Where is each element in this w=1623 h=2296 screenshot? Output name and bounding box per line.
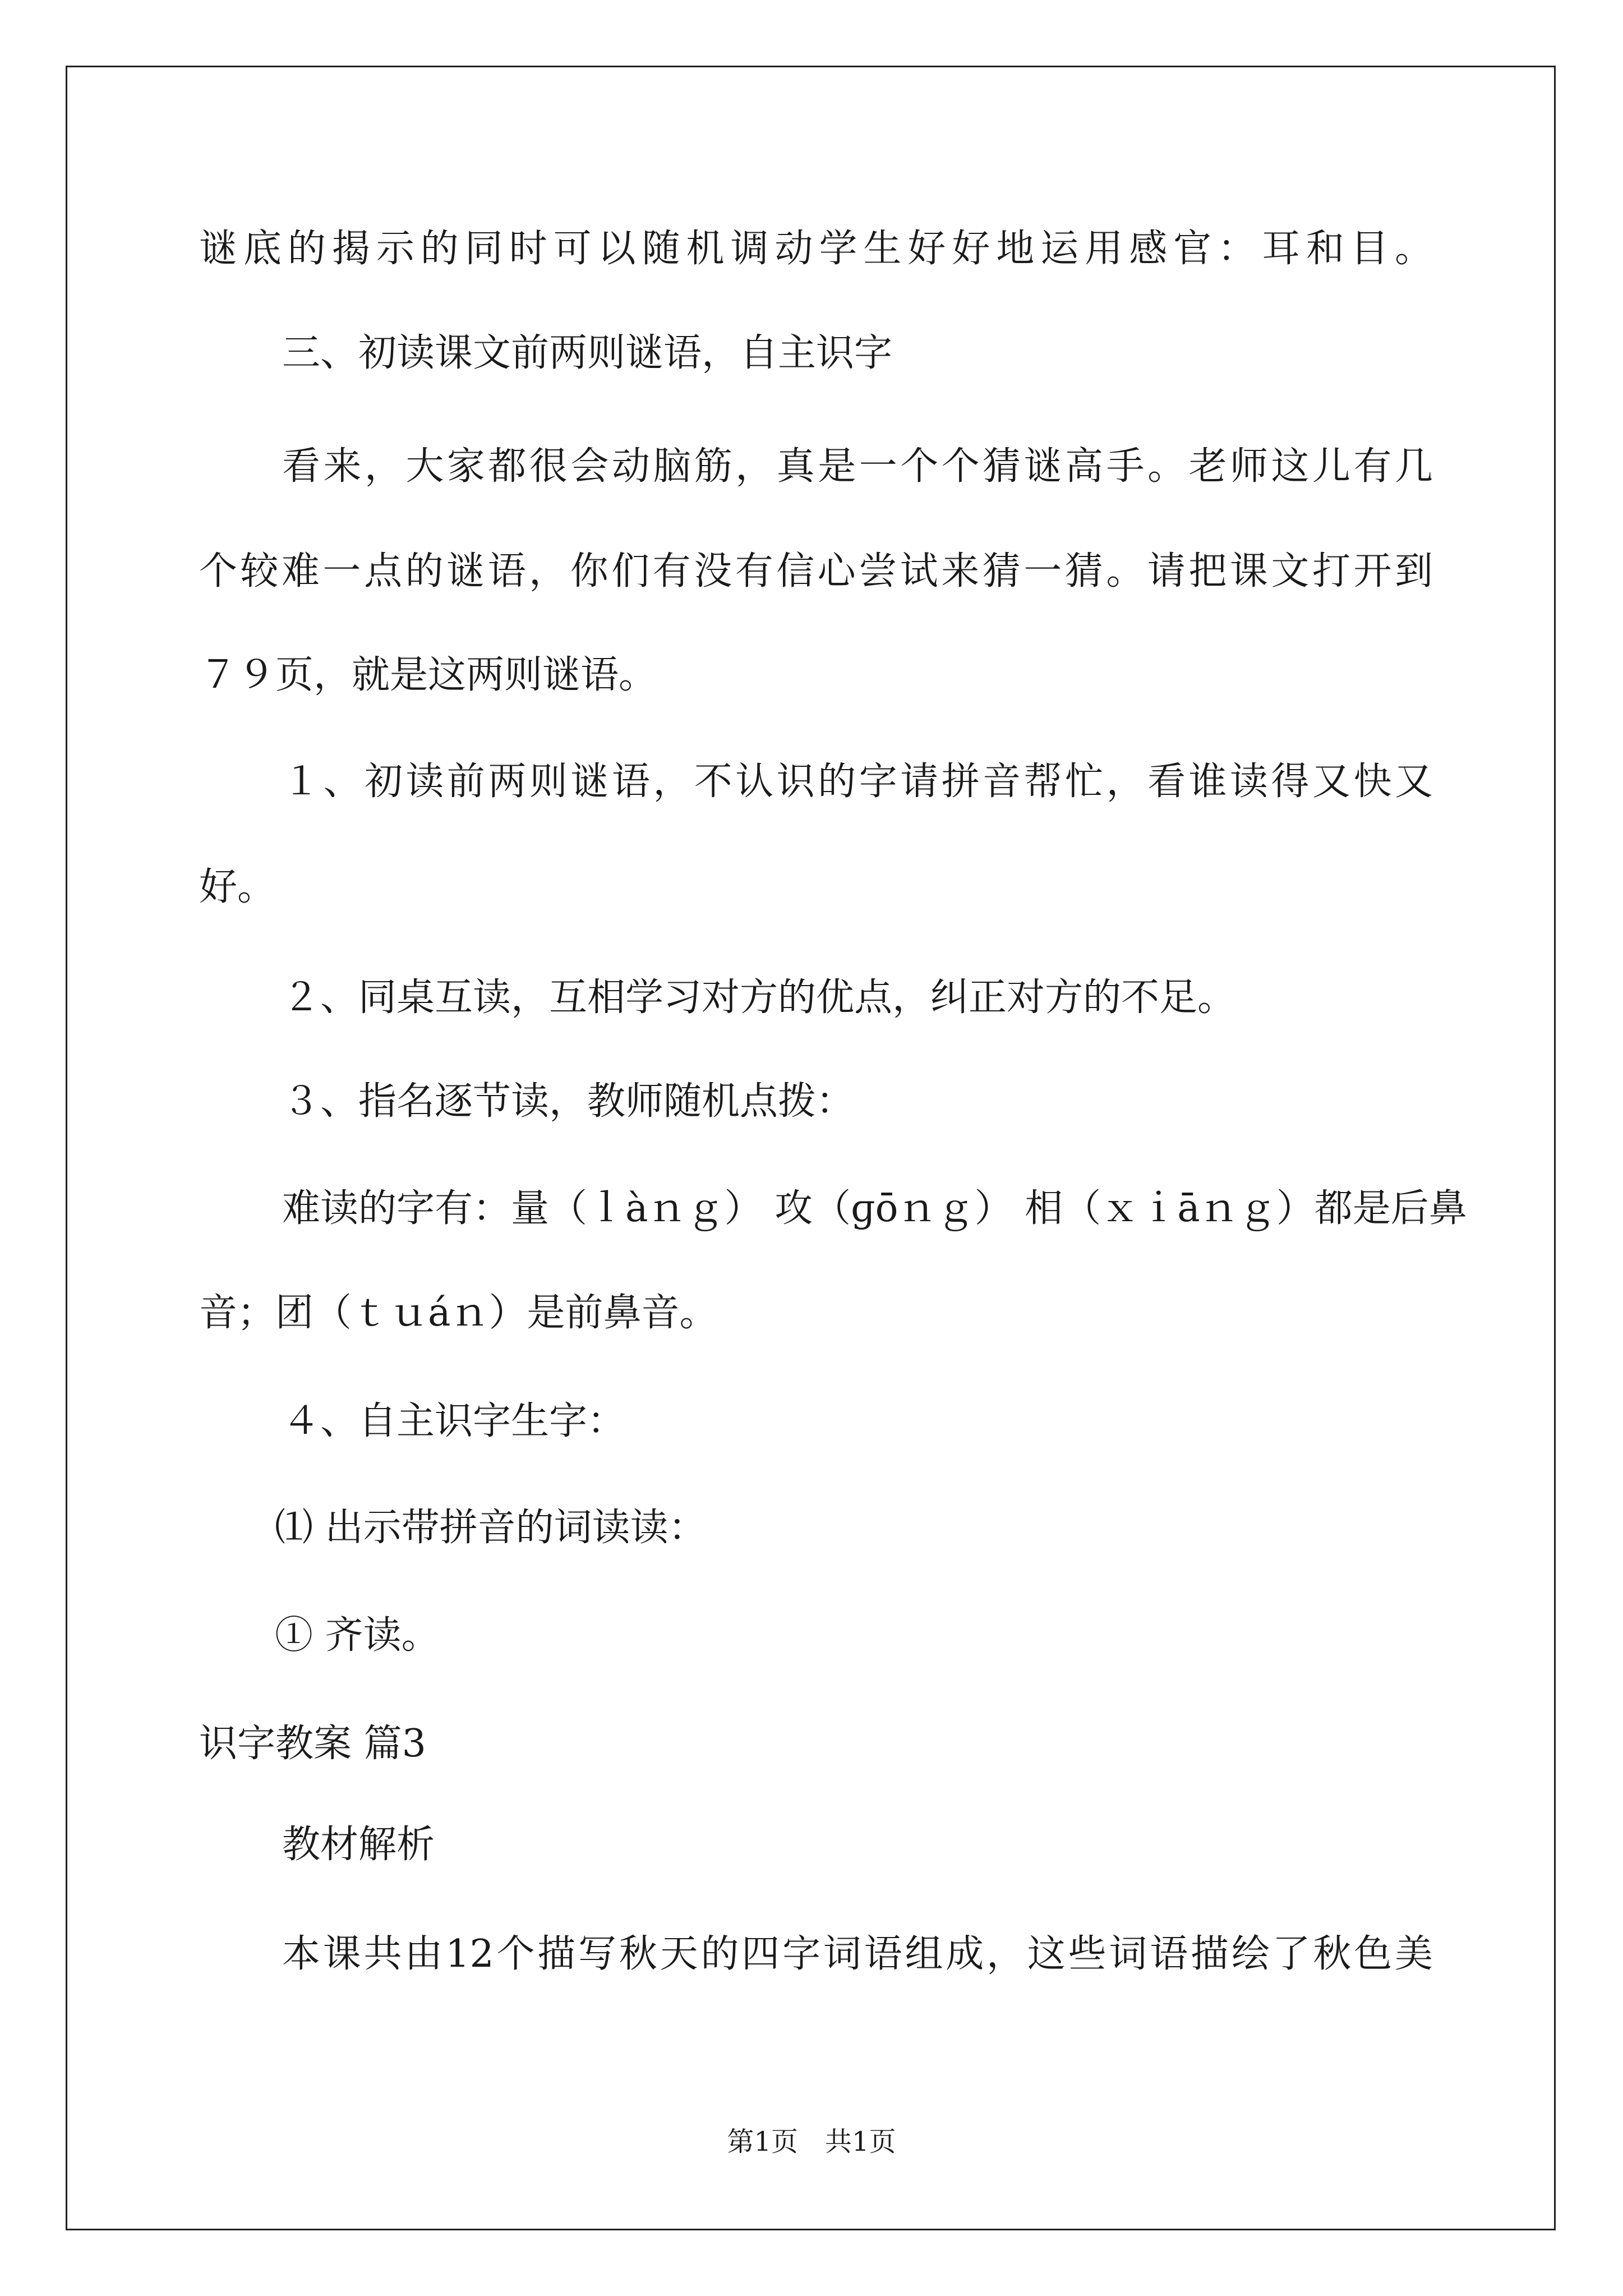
text-line-7: 好。 <box>199 865 276 909</box>
text-line-13: ⑴ 出示带拼音的词读读： <box>275 1506 707 1550</box>
text-line-14: ① 齐读。 <box>275 1613 440 1658</box>
section-heading-3: 三、初读课文前两则谜语，自主识字 <box>282 331 893 375</box>
text-line-8: ２、同桌互读，互相学习对方的优点，纠正对方的不足。 <box>282 976 1236 1020</box>
text-line-6: １、初读前两则谜语，不认识的字请拼音帮忙，看谁读得又快又 <box>282 760 1433 804</box>
text-line-3: 看来，大家都很会动脑筋，真是一个个猜谜高手。老师这儿有几 <box>282 444 1433 489</box>
section-title: 识字教案 篇3 <box>199 1722 426 1766</box>
text-line-9: ３、指名逐节读，教师随机点拨： <box>282 1079 855 1124</box>
text-line-5: ７９页，就是这两则谜语。 <box>199 653 657 697</box>
text-line-1: 谜底的揭示的同时可以随机调动学生好好地运用感官：耳和目。 <box>199 227 1433 271</box>
page-border <box>66 66 1556 2230</box>
text-line-11: 音；团（ｔｕáｎ）是前鼻音。 <box>199 1291 718 1335</box>
text-line-17: 本课共由12个描写秋天的四字词语组成，这些词语描绘了秋色美 <box>282 1932 1433 1976</box>
page-footer: 第1页 共1页 <box>727 2126 896 2157</box>
subheading: 教材解析 <box>282 1823 435 1867</box>
text-line-12: ４、自主识字生字： <box>282 1399 626 1443</box>
text-line-10: 难读的字有：量（ｌàｎｇ） 攻（ɡōｎｇ） 相（ｘｉāｎｇ）都是后鼻 <box>282 1186 1467 1231</box>
text-line-4: 个较难一点的谜语，你们有没有信心尝试来猜一猜。请把课文打开到 <box>199 549 1433 593</box>
